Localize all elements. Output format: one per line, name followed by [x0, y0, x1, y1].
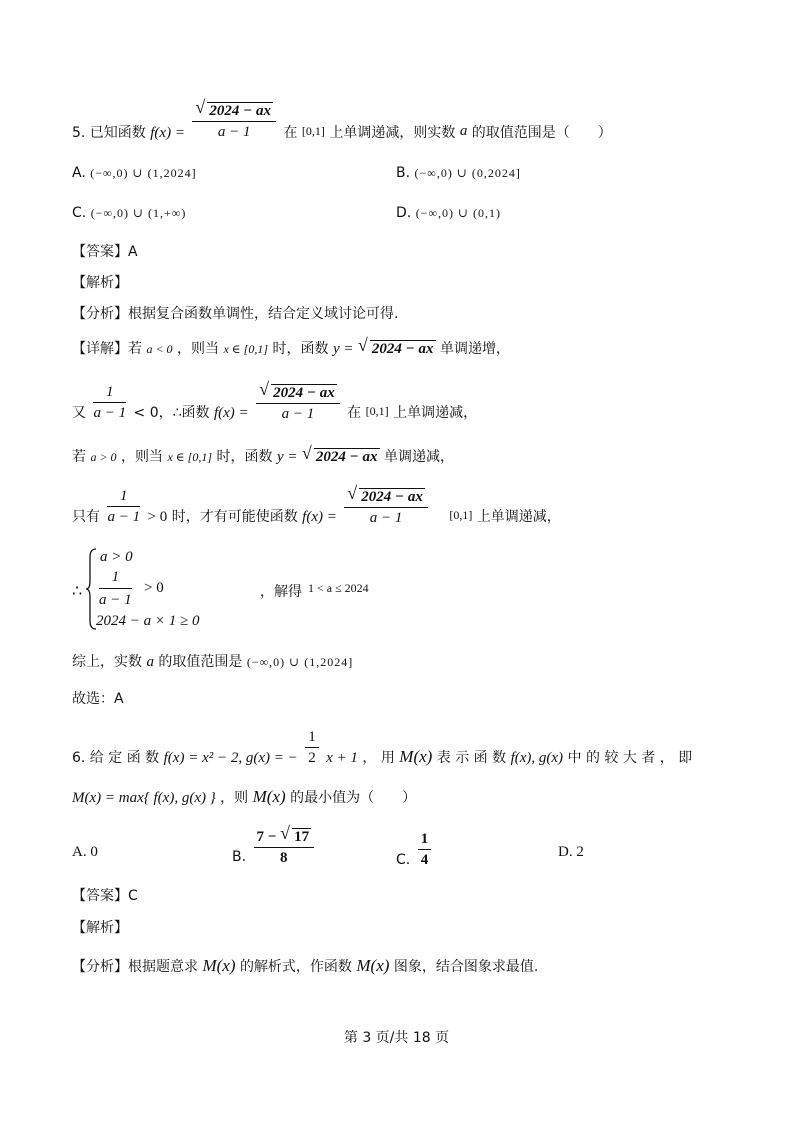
q5-stem-prefix: 5. 已知函数	[72, 125, 146, 141]
q5-summary: 综上，实数 a 的取值范围是 (−∞,0) ∪ (1,2024]	[72, 654, 354, 670]
q6-stem-line-2: M(x) = max{ f(x), g(x) } ，则 M(x) 的最小值为（ ）	[72, 787, 417, 806]
q5-inequality-system: ∴ a > 0 $\frac{1}{a - 1}$ > 0 2024 − a × 1 ≥ 0 ，解得 1 < a ≤ 2024	[72, 549, 369, 629]
q5-fx: f(x) =	[150, 125, 185, 141]
q5-stem-mid: 上单调递减，则实数	[329, 125, 456, 141]
q6-option-d[interactable]: D. 2	[558, 844, 584, 860]
q5-analysis-head: 【解析】	[72, 275, 128, 291]
q5-interval: [0,1]	[301, 124, 325, 138]
page-footer: 第 3 页/共 18 页	[343, 1030, 450, 1046]
q5-stem-suffix: 的取值范围是（ ）	[471, 125, 612, 141]
q6-analysis-head: 【解析】	[72, 920, 128, 936]
q5-option-b[interactable]: B. (−∞,0) ∪ (0,2024]	[396, 165, 521, 181]
q5-analysis: 【分析】根据复合函数单调性，结合定义域讨论可得.	[72, 306, 399, 322]
q5-option-c[interactable]: C. (−∞,0) ∪ (1,+∞)	[72, 205, 187, 221]
q5-detail-line-1: 【详解】若 a < 0 ，则当 x ∈ [0,1] 时，函数 y = √ 2024 − ax 单调递增，	[72, 335, 510, 357]
q6-analysis: 【分析】根据题意求 M(x) 的解析式，作函数 M(x) 图象，结合图象求最值.	[72, 956, 539, 975]
q5-detail-line-2: 又 $\frac{1}{a - 1}$ < 0，∴函数 f(x) = √ 2024 − ax a − 1 在 [0,1] 上单调递减，	[72, 379, 478, 422]
q5-detail-line-3: 若 a > 0 ，则当 x ∈ [0,1] 时，函数 y = √ 2024 − ax 单调递减，	[72, 443, 454, 465]
q5-stem: 5. 已知函数 f(x) = √ 2024 − ax a − 1 在 [0,1] 上单调递减，则实数 a 的取值范围是（ ）	[72, 97, 612, 141]
q5-numerator: 2024 − ax	[209, 103, 271, 119]
q5-option-d[interactable]: D. (−∞,0) ∪ (0,1)	[396, 205, 502, 221]
q5-choose: 故选：A	[72, 691, 124, 707]
q6-option-c[interactable]: C. $\frac{1}{4}$	[396, 832, 434, 868]
q5-var-a: a	[459, 123, 468, 139]
q5-detail-line-4: 只有 $\frac{1}{a - 1}$ > 0 时，才有可能使函数 f(x) = √ 2024 − ax a − 1 [0,1] 上单调递减，	[72, 483, 561, 526]
q6-answer: 【答案】C	[72, 888, 138, 904]
q6-option-b[interactable]: B. 7 − √ 17 8	[232, 828, 317, 866]
q5-option-a[interactable]: A. (−∞,0) ∪ (1,2024]	[72, 165, 197, 181]
q6-option-a[interactable]: A. 0	[72, 844, 98, 860]
q5-fraction: √ 2024 − ax a − 1	[192, 102, 276, 140]
q5-answer: 【答案】A	[72, 244, 138, 260]
q6-stem-line-1: 6. 给 定 函 数 f(x) = x² − 2, g(x) = − $\frac{1}{2}$ x + 1 ， 用 M(x) 表 示 函 数 f(x), g(x) 中 的 较 大 者 ， 即	[72, 729, 693, 766]
q5-denominator: a − 1	[217, 124, 251, 140]
